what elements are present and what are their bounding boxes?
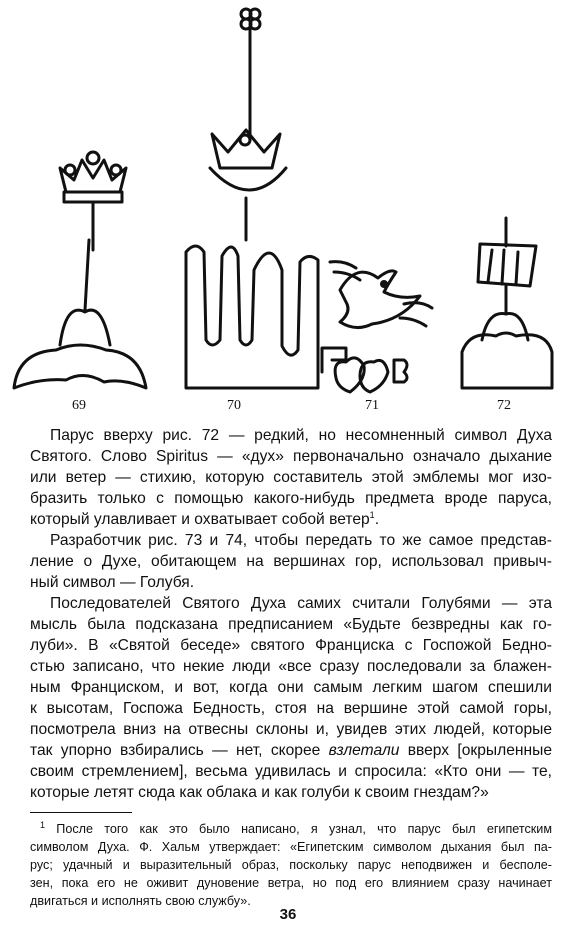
figure-70-emblem — [186, 9, 318, 388]
footnote-divider — [30, 812, 132, 813]
figure-72-emblem — [462, 218, 552, 388]
text-segment: так упорно взбирались — нет, скорее — [30, 742, 329, 759]
footnote-line — [30, 820, 552, 838]
text-line: своим стремлением], весьма удивилась и спросила: «Кто они — те, — [30, 763, 552, 780]
text-line: которые летят сюда как облака и как голуби к своим гнездам?» — [30, 784, 489, 801]
text-line: ным Франциском, и вот, когда они самым легким шагом спешили — [30, 679, 552, 696]
figure-label-72: 72 — [497, 398, 511, 413]
text-line: стью записано, что некие люди «все сразу последовали за блажен- — [30, 658, 552, 675]
footnote-marker: 1 — [40, 819, 46, 830]
text-line: Святого. Слово Spiritus — «дух» первоначально означало дыхание — [30, 448, 552, 465]
text-line: который улавливает и охватывает собой ветер$^1$. — [30, 509, 380, 528]
text-line: или ветер — стихию, которую составитель этой эмблемы мог изо- — [30, 469, 552, 486]
text-line: луби». В «Святой беседе» святого Франциска с Госпожой Бедно- — [30, 637, 552, 654]
text-line: Разработчик рис. 73 и 74, чтобы передать то же самое представ- — [50, 532, 552, 549]
text-line: мысль была подсказана предписанием «Будьте безвредны как го- — [30, 616, 552, 633]
figure-label-70: 70 — [227, 398, 241, 413]
text-segment: вверх [окрыленные — [399, 742, 553, 759]
footnote-line: символом Духа. Ф. Хальм утверждает: «Египетским символом дыхания был па- — [30, 840, 552, 854]
paragraph-3 — [30, 593, 552, 803]
figure-69-emblem — [14, 152, 146, 388]
footnote — [30, 820, 552, 910]
text-line — [30, 740, 552, 761]
paragraph-1 — [30, 425, 552, 530]
figure-label-69: 69 — [72, 398, 86, 413]
figures-illustration — [0, 0, 576, 420]
footnote-line: рус; удачный и выразительный образ, поскольку парус неподвижен и бесполе- — [30, 858, 552, 872]
body-text — [30, 425, 552, 803]
figure-label-71: 71 — [365, 398, 379, 413]
paragraph-2 — [30, 530, 552, 593]
text-line: ление о Духе, обитающем на вершинах гор, использовал привыч- — [30, 553, 552, 570]
text-line: посмотрела вниз на отвесны склоны и, увидев этих людей, которые — [30, 721, 552, 738]
page-number: 36 — [279, 906, 297, 923]
text-line: ный символ — Голубя. — [30, 574, 195, 591]
figure-71-emblem — [322, 262, 432, 392]
footnote-ref: 1 — [369, 509, 375, 520]
text-line: Парус вверху рис. 72 — редкий, но несомненный символ Духа — [50, 427, 552, 444]
italic-word: взлетали — [328, 742, 400, 759]
text-line: бразить только с помощью какого-нибудь предмета вроде паруса, — [30, 490, 552, 507]
text-segment: После того как это было написано, я узнал, что парус был египетским — [45, 822, 552, 836]
footnote-line: зен, пока его не оживит дуновение ветра, но под его влиянием сразу начинает — [30, 876, 552, 890]
footnote-line: двигаться и исполнять свою службу». — [30, 894, 251, 908]
text-line: Последователей Святого Духа самих считали Голубями — эта — [50, 595, 552, 612]
text-line: к высотам, Госпожа Бедность, стоя на вершине этой самой горы, — [30, 700, 552, 717]
text-segment: который улавливает и охватывает собой ветер — [30, 511, 370, 528]
